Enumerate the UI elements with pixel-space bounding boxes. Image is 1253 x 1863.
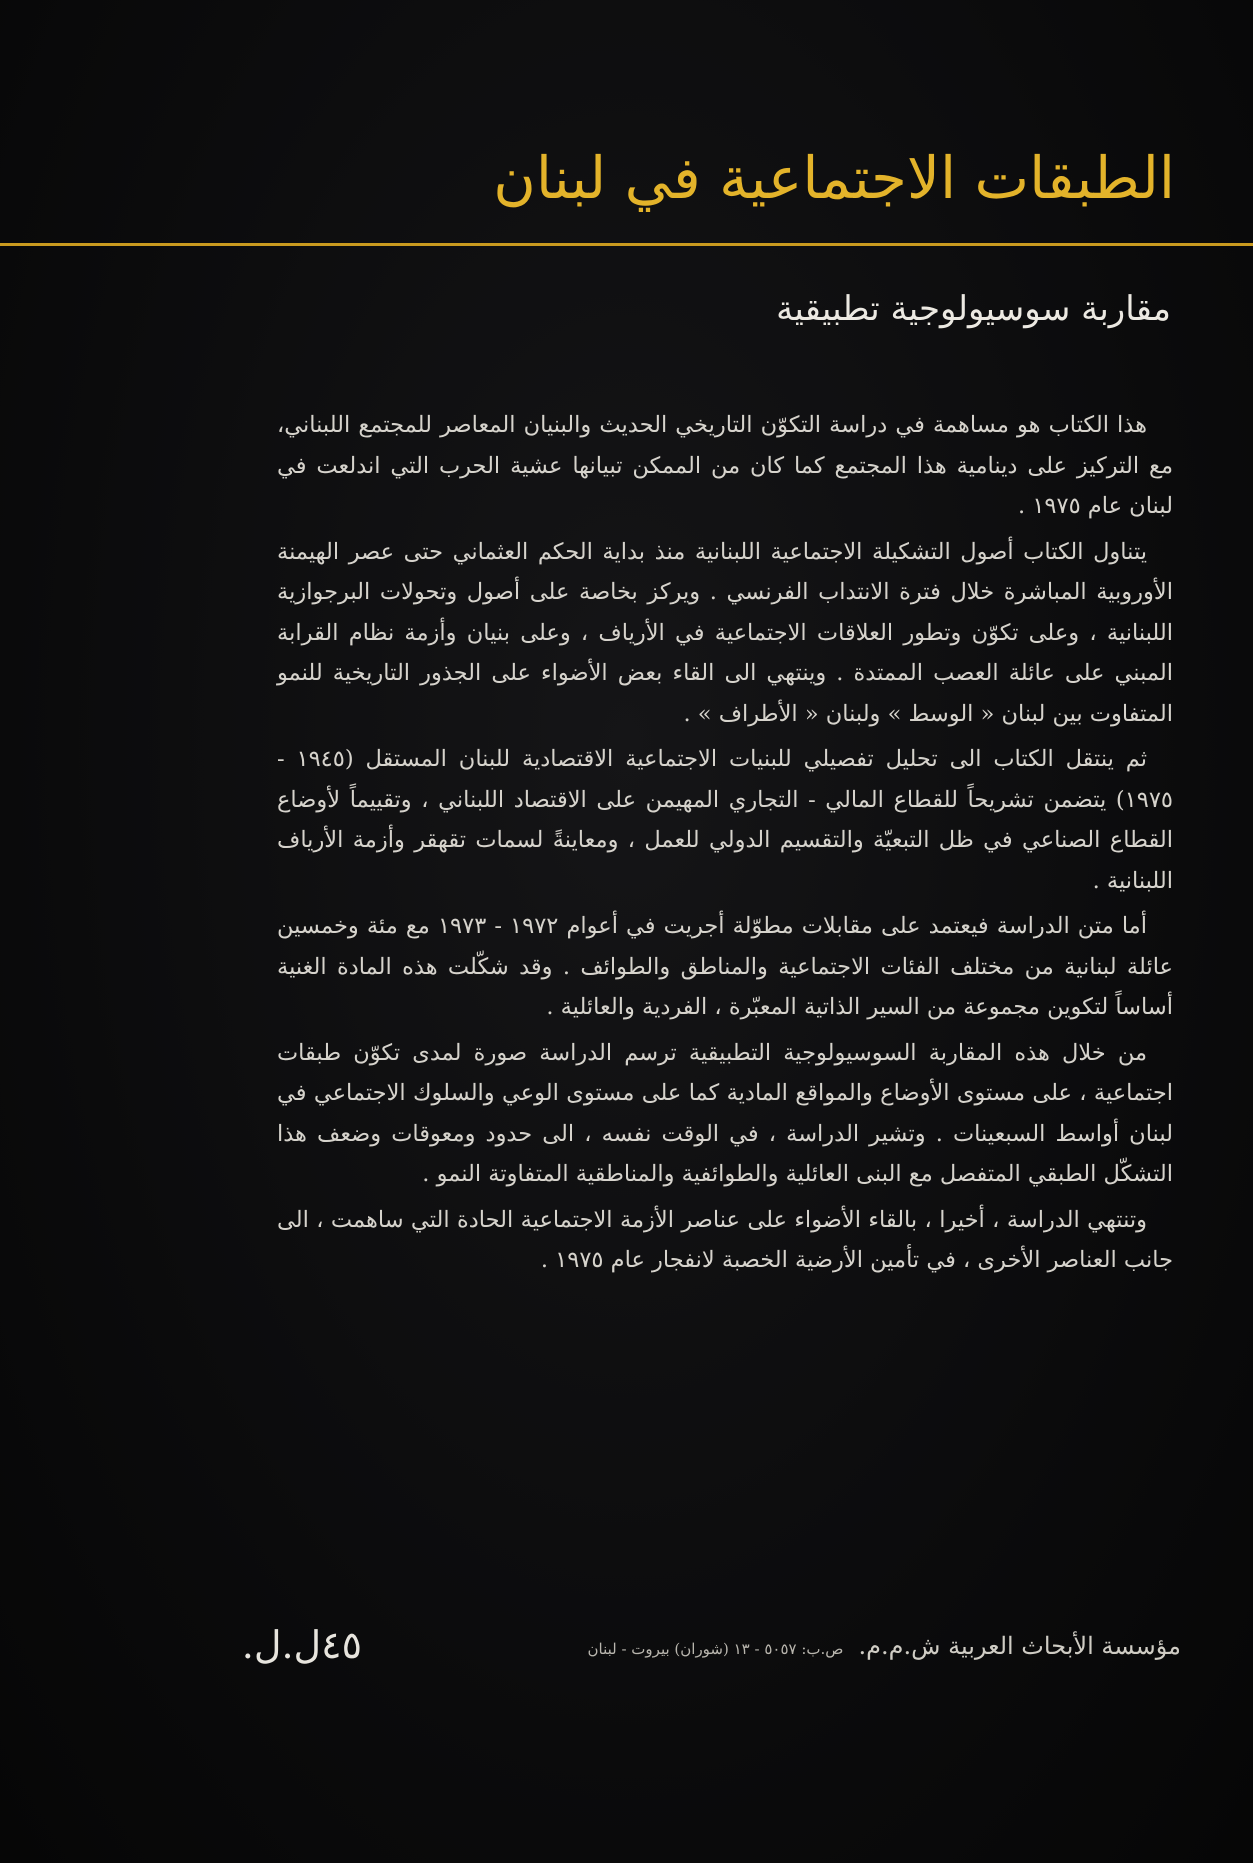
publisher-address: ص.ب: ٥٠٥٧ - ١٣ (شوران) بيروت - لبنان bbox=[587, 1640, 844, 1658]
book-subtitle: مقاربة سوسيولوجية تطبيقية bbox=[776, 289, 1171, 329]
publisher-line bbox=[461, 1632, 1181, 1660]
blurb-paragraph: من خلال هذه المقاربة السوسيولوجية التطبيقية ترسم الدراسة صورة لمدى تكوّن طبقات اجتماعية ، على مستوى الأوضاع والمواقع المادية كما على مستوى الوعي والسلوك الاجتماعي في لبنان أواسط السبعينات . وتشير الدراسة ، في الوقت نفسه ، الى حدود ومعوقات وضعف هذا التشكّل الطبقي المتفصل مع البنى العائلية والطوائفية والمناطقية المتفاوتة النمو . bbox=[277, 1039, 1173, 1187]
blurb-paragraph: أما متن الدراسة فيعتمد على مقابلات مطوّلة أجريت في أعوام ١٩٧٢ - ١٩٧٣ مع مئة وخمسين عائلة لبنانية من مختلف الفئات الاجتماعية والمناطق والطوائف . وقد شكّلت هذه المادة الغنية أساساً لتكوين مجموعة من السير الذاتية المعبّرة ، الفردية والعائلية . bbox=[277, 913, 1173, 1020]
blurb-paragraph: هذا الكتاب هو مساهمة في دراسة التكوّن التاريخي الحديث والبنيان المعاصر للمجتمع اللبناني، مع التركيز على دينامية هذا المجتمع كما كان من الممكن تبيانها عشية الحرب التي اندلعت في لبنان عام ١٩٧٥ . bbox=[277, 412, 1173, 519]
blurb-paragraph: ثم ينتقل الكتاب الى تحليل تفصيلي للبنيات الاجتماعية الاقتصادية للبنان المستقل (١٩٤٥ - ١٩٧٥) يتضمن تشريحاً للقطاع المالي - التجاري المهيمن على الاقتصاد اللبناني ، وتقييماً لأوضاع القطاع الصناعي في ظل التبعيّة والتقسيم الدولي للعمل ، ومعاينةً لسمات تقهقر وأزمة الأرياف اللبنانية . bbox=[277, 746, 1173, 894]
blurb-paragraph: يتناول الكتاب أصول التشكيلة الاجتماعية اللبنانية منذ بداية الحكم العثماني حتى عصر الهيمنة الأوروبية المباشرة خلال فترة الانتداب الفرنسي . ويركز بخاصة على أصول وتحولات البرجوازية اللبنانية ، وعلى تكوّن وتطور العلاقات الاجتماعية في الأرياف ، وعلى بنيان وأزمة نظام القرابة المبني على عائلة العصب الممتدة . وينتهي الى القاء بعض الأضواء على الجذور التاريخية للنمو المتفاوت بين لبنان « الوسط » ولبنان « الأطراف » . bbox=[277, 538, 1173, 727]
blurb-text bbox=[277, 405, 1173, 1286]
blurb-paragraph: وتنتهي الدراسة ، أخيرا ، بالقاء الأضواء على عناصر الأزمة الاجتماعية الحادة التي ساهمت ، الى جانب العناصر الأخرى ، في تأمين الأرضية الخصبة لانفجار عام ١٩٧٥ . bbox=[277, 1206, 1173, 1273]
book-price: ٤٥ل.ل. bbox=[241, 1623, 362, 1667]
book-title: الطبقات الاجتماعية في لبنان bbox=[493, 144, 1175, 212]
publisher-name: مؤسسة الأبحاث العربية ش.م.م. bbox=[858, 1632, 1181, 1660]
title-divider bbox=[0, 243, 1253, 246]
